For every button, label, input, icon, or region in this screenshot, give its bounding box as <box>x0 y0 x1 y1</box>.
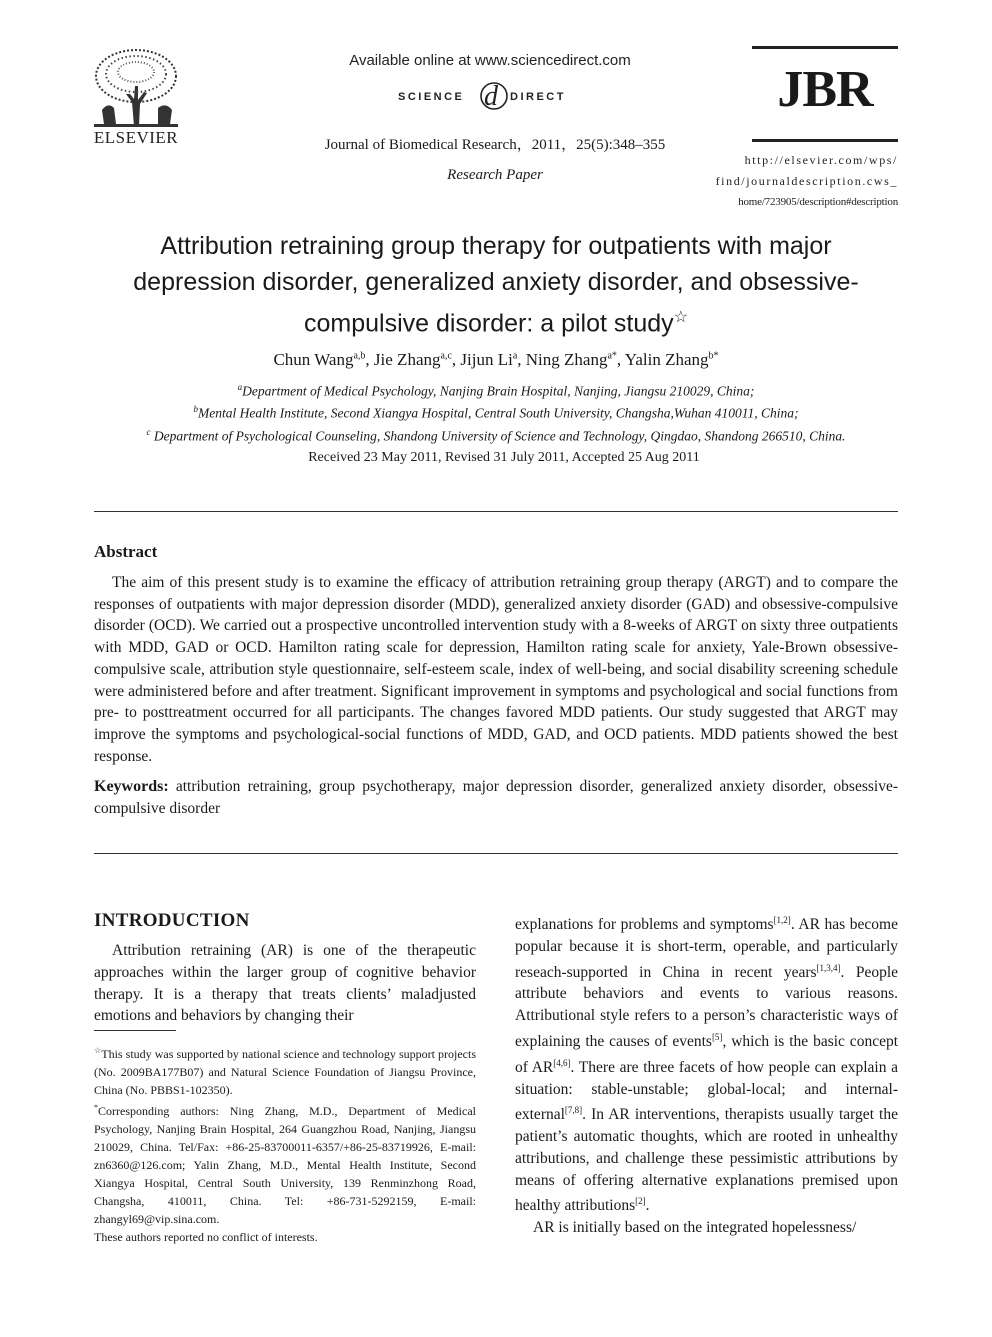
journal-url-line-3[interactable]: home/723905/description#description <box>738 196 898 208</box>
jbr-rule-bottom <box>752 139 898 142</box>
citation[interactable]: [4,6] <box>553 1057 571 1068</box>
journal-url-line-1[interactable]: http://elsevier.com/wps/ <box>744 153 898 167</box>
text-run: , which is the basic concept of AR <box>515 1032 899 1076</box>
author-separator: , <box>517 350 526 369</box>
footnote-funding <box>94 1042 476 1099</box>
affiliation-sup: b <box>193 404 199 414</box>
footnote-text[interactable]: Corresponding authors: Ning Zhang, M.D., Department of Medical Psychology, Nanjing Brain Hospital, 264 Guangzhou Road, Nanjing, Jiangsu 210029, China. Tel/Fax: +86-25-83700011-6357/+86-25-83719926, E-mail: zn6360@126.com; Yalin Zhang, M.D., Mental Health Institute, Second Xiangya Hospital, Central South University, 139 Renminzhong Road, Changsha, 410011, China. Tel: +86-731-5292159, E-mail: zhangyl69@vip.sina.com. <box>94 1104 476 1226</box>
author-name: Jie Zhang <box>373 350 441 369</box>
footnote-mark: ☆ <box>94 1046 102 1055</box>
elsevier-wordmark: ELSEVIER <box>93 128 179 147</box>
title-line-1: Attribution retraining group therapy for outpatients with major <box>160 232 832 260</box>
title-line-2: depression disorder, generalized anxiety disorder, and obsessive- <box>133 268 859 296</box>
author-affil-sup: a <box>512 350 518 362</box>
introduction-right-column <box>515 910 898 1239</box>
author-affil-sup: a,c <box>440 350 452 362</box>
paper-type-label: Research Paper <box>447 167 543 183</box>
keywords-text: attribution retraining, group psychotherapy, major depression disorder, generalized anxiety disorder, obsessive-compulsive disorder <box>94 778 898 817</box>
sd-science-text: SCIENCE <box>398 91 465 103</box>
text-run: . AR has become popular because it is short-term, operable, and particularly reseach-supported in China in recent years <box>515 916 898 981</box>
author-name: Yalin Zhang <box>624 350 709 369</box>
text-run: . In AR interventions, therapists usually target the patient’s automatic thoughts, which are rooted in unhealthy attributions, and challenge these pessimistic attributions by means of offering alternative explanations premised upon healthy attributions <box>515 1106 898 1215</box>
divider-bottom <box>94 853 898 854</box>
footnote-conflict: These authors reported no conflict of interests. <box>94 1230 318 1244</box>
author-separator: , <box>451 350 461 369</box>
footnote-text: This study was supported by national science and technology support projects (No. 2009BA177B07) and Natural Science Foundation of Jiangsu Province, China (No. PBBS1-102350). <box>94 1047 477 1097</box>
right-paragraph-2: AR is initially based on the integrated hopelessness/ <box>533 1219 857 1237</box>
sciencedirect-logo <box>398 78 588 114</box>
text-run: explanations for problems and symptoms <box>515 916 774 934</box>
citation[interactable]: [7,8] <box>564 1105 583 1116</box>
citation[interactable]: [2] <box>635 1196 646 1207</box>
keywords <box>94 776 898 819</box>
title-footnote-star[interactable]: ☆ <box>673 309 688 326</box>
jbr-logo: JBR <box>777 61 873 118</box>
received-dates: Received 23 May 2011, Revised 31 July 2011, Accepted 25 Aug 2011 <box>308 450 700 465</box>
author-separator: , <box>616 350 625 369</box>
author-name: Chun Wang <box>273 350 354 369</box>
abstract-body: The aim of this present study is to examine the efficacy of attribution retraining group therapy (ARGT) and to compare the responses of outpatients with major depression disorder (MDD), generalized anxiety disorder (GAD) and obsessive-compulsive disorder (OCD). We carried out a prospective uncontrolled intervention study with a 8-weeks of ARGT on sixty three outpatients with MDD, GAD or OCD. Hamilton rating scale for depression, Hamilton rating scale for anxiety, Yale-Brown obsessive-compulsive scale, attribution style questionnaire, self-esteem scale, index of well-being, and social disability screening schedule were administered before and after treatment. Significant improvement in symptoms and psychological and social functions from pre- to posttreatment occurred for all participants. The changes favored MDD patients. Our study suggested that ARGT may improve the symptoms and psychological-social functions of MDD, GAD, and OCD patients. MDD patients showed the best response. <box>94 574 898 765</box>
author-list <box>96 350 896 370</box>
divider-top <box>94 511 898 512</box>
introduction-heading: INTRODUCTION <box>94 910 250 931</box>
right-paragraph-1 <box>515 910 898 1217</box>
title-line-3: compulsive disorder: a pilot study <box>304 309 674 338</box>
jbr-rule-top <box>752 46 898 49</box>
affiliation-text: Department of Medical Psychology, Nanjing Brain Hospital, Nanjing, Jiangsu 210029, China; <box>242 383 755 399</box>
author-affil-sup: a,b <box>353 350 366 362</box>
footnote-mark: * <box>94 1103 98 1112</box>
affiliation-sup: a <box>237 382 243 392</box>
footnotes <box>94 1042 476 1246</box>
affiliation-text: Mental Health Institute, Second Xiangya Hospital, Central South University, Changsha,Wuhan 410011, China; <box>198 405 799 421</box>
svg-text:d: d <box>484 81 498 112</box>
author-affil-sup: b* <box>708 350 719 362</box>
introduction-left-paragraph: Attribution retraining (AR) is one of the therapeutic approaches within the larger group of cognitive behavior therapy. It is a therapy that treats clients’ maladjusted emotions and behaviors by changing their <box>94 942 476 1025</box>
affiliation-a <box>96 382 896 400</box>
journal-url[interactable] <box>706 150 898 213</box>
citation[interactable]: [1,3,4] <box>816 962 841 973</box>
sd-direct-text: DIRECT <box>510 91 566 103</box>
journal-url-line-2[interactable]: find/journaldescription.cws_ <box>715 174 898 188</box>
abstract-heading: Abstract <box>94 542 158 561</box>
footnote-rule <box>94 1030 176 1031</box>
keywords-label: Keywords: <box>94 778 169 795</box>
affiliation-sup: c <box>146 427 151 437</box>
affiliation-c <box>96 427 896 445</box>
text-run: . There are three facets of how people can explain a situation: stable-unstable; global-local; and internal-external <box>515 1058 899 1124</box>
author-affil-sup: a* <box>607 350 617 362</box>
affiliation-b <box>96 404 896 422</box>
journal-citation: Journal of Biomedical Research，2011，25(5):348–355 <box>324 137 666 153</box>
text-run: . <box>645 1197 650 1215</box>
text-run: . People attribute behaviors and events to various reasons. Attributional style refers to a person’s characteristic ways of explaining the causes of events <box>515 963 899 1050</box>
article-title <box>96 228 896 341</box>
footnote-corresponding <box>94 1099 476 1228</box>
available-online-text: Available online at www.sciencedirect.com <box>349 52 631 69</box>
author-name: Ning Zhang <box>525 350 608 369</box>
author-separator: , <box>365 350 374 369</box>
author-name: Jijun Li <box>460 350 513 369</box>
affiliation-text: Department of Psychological Counseling, Shandong University of Science and Technology, Qingdao, Shandong 266510, China. <box>153 428 846 444</box>
citation[interactable]: [1,2] <box>773 915 791 925</box>
citation[interactable]: [5] <box>711 1031 723 1042</box>
